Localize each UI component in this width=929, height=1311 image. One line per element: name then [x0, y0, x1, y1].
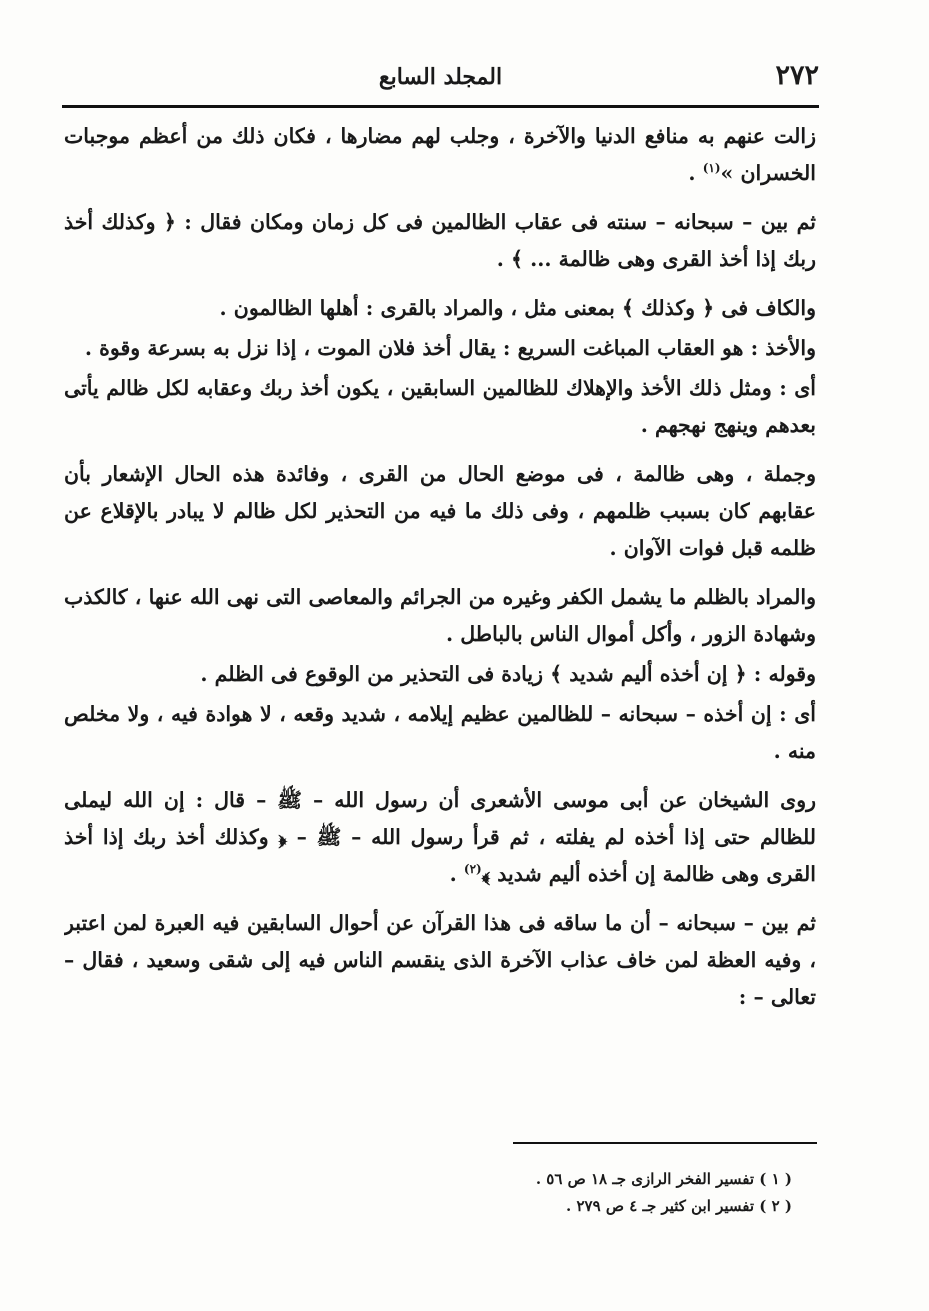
paragraph: أى : إن أخذه – سبحانه – للظالمين عظيم إيلامه ، شديد وقعه ، لا هوادة فيه ، ولا مخلص منه .	[64, 702, 816, 763]
footnote-ref: (١)	[702, 161, 721, 176]
paragraph: أى : ومثل ذلك الأخذ والإهلاك للظالمين السابقين ، يكون أخذ ربك وعقابه لكل ظالم يأتى بعدهم وينهج نهجهم .	[64, 376, 816, 437]
paragraph	[64, 782, 816, 893]
footnote-2: ( ٢ ) تفسير ابن كثير جـ ٤ ص ٢٧٩ .	[566, 1197, 792, 1215]
footnote-rule	[513, 1142, 817, 1144]
footnote-1: ( ١ ) تفسير الفخر الرازى جـ ١٨ ص ٥٦ .	[535, 1170, 792, 1188]
paragraph-text: روى الشيخان عن أبى موسى الأشعرى أن رسول الله – ﷺ – قال : إن الله ليملى للظالم حتى إذا أخذه لم يفلته ، ثم قرأ رسول الله – ﷺ – ﴿ وكذلك أخذ ربك إذا أخذ القرى وهى ظالمة إن أخذه أليم شديد ﴾	[64, 788, 816, 886]
paragraph: والأخذ : هو العقاب المباغت السريع : يقال أخذ فلان الموت ، إذا نزل به بسرعة وقوة .	[84, 336, 816, 360]
paragraph	[64, 118, 816, 192]
footnotes	[400, 1166, 792, 1220]
paragraph: والمراد بالظلم ما يشمل الكفر وغيره من الجرائم والمعاصى التى نهى الله عنها ، كالكذب وشهادة الزور ، وأكل أموال الناس بالباطل .	[64, 585, 816, 646]
paragraph-text: زالت عنهم به منافع الدنيا والآخرة ، وجلب لهم مضارها ، فكان ذلك من أعظم موجبات الخسران »	[64, 124, 816, 185]
paragraph-end: .	[688, 161, 703, 185]
running-title: المجلد السابع	[378, 64, 503, 90]
body-text	[64, 118, 816, 1038]
footnote-ref: (٢)	[463, 862, 482, 877]
paragraph: وجملة ، وهى ظالمة ، فى موضع الحال من القرى ، وفائدة هذه الحال الإشعار بأن عقابهم كان بسبب ظلمهم ، وفى ذلك ما فيه من التحذير لكل ظالم لا يبادر بالإقلاع عن ظلمه قبل فوات الآوان .	[64, 462, 816, 560]
paragraph: والكاف فى ﴿ وكذلك ﴾ بمعنى مثل ، والمراد بالقرى : أهلها الظالمون .	[219, 296, 816, 320]
page-header	[62, 58, 819, 102]
header-rule	[62, 105, 819, 108]
paragraph: ثم بين – سبحانه – أن ما ساقه فى هذا القرآن عن أحوال السابقين فيه العبرة لمن اعتبر ، وفيه العظة لمن خاف عذاب الآخرة الذى ينقسم الناس فيه إلى شقى وسعيد ، فقال – تعالى – :	[64, 911, 816, 1009]
paragraph: ثم بين – سبحانه – سنته فى عقاب الظالمين فى كل زمان ومكان فقال : ﴿ وكذلك أخذ ربك إذا أخذ القرى وهى ظالمة ... ﴾ .	[64, 210, 816, 271]
paragraph: وقوله : ﴿ إن أخذه أليم شديد ﴾ زيادة فى التحذير من الوقوع فى الظلم .	[200, 662, 816, 686]
paragraph-end: .	[449, 862, 464, 886]
page-number: ٢٧٢	[775, 60, 819, 91]
